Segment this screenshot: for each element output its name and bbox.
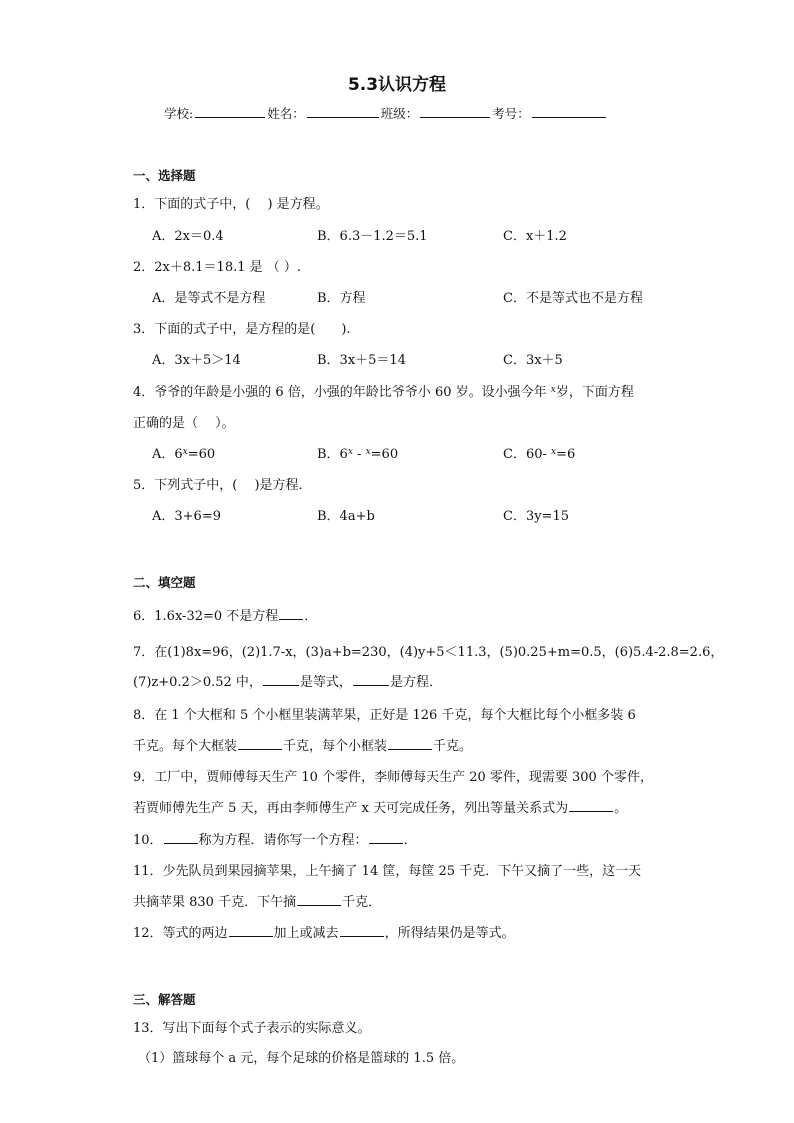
- class-label: 班级：: [380, 106, 419, 121]
- q7-part-b: 是等式，: [299, 675, 352, 690]
- q8-part-a: 千克。每个大框装: [133, 739, 238, 754]
- q4-a-var: x: [182, 447, 188, 457]
- q6-end: ．: [304, 609, 318, 624]
- q2-option-c[interactable]: C．不是等式也不是方程: [503, 291, 643, 306]
- q6-blank[interactable]: [279, 608, 303, 620]
- q4-stem-line2: 正确的是（ ）。: [133, 416, 235, 431]
- q4-a-part1: A．6: [152, 447, 183, 462]
- q5-option-c[interactable]: C．3y=15: [503, 509, 569, 524]
- q7-part-c: 是方程．: [389, 675, 442, 690]
- q10-end: ．: [403, 833, 417, 848]
- q13-sub1: （1）篮球每个 a 元，每个足球的价格是篮球的 1.5 倍。: [138, 1051, 465, 1066]
- q2-option-b[interactable]: B．方程: [317, 291, 366, 306]
- q2-stem: 2．2x＋8.1＝18.1 是 （ ）.: [133, 260, 302, 275]
- page-title: 5.3认识方程: [347, 75, 447, 95]
- q4-option-b[interactable]: [317, 443, 398, 462]
- q8-blank-1[interactable]: [238, 738, 282, 750]
- q8-line1: 8．在 1 个大框和 5 个小框里装满苹果，正好是 126 千克，每个大框比每个小框多装 6: [133, 708, 636, 723]
- q8-line2: [133, 735, 472, 754]
- q8-part-c: 千克。: [433, 739, 473, 754]
- q4-b-var2: x: [365, 447, 371, 457]
- q6-line: [133, 605, 317, 624]
- q5-option-a[interactable]: A．3+6=9: [152, 509, 221, 524]
- q9-part-b: 。: [614, 801, 628, 816]
- q3-option-c[interactable]: C．3x＋5: [503, 353, 563, 368]
- school-label: 学校:: [164, 106, 194, 121]
- q12-blank-2[interactable]: [340, 925, 384, 937]
- q9-part-a: 若贾师傅先生产 5 天，再由李师傅生产 x 天可完成任务，列出等量关系式为: [133, 801, 569, 816]
- section-fill-heading: 二、填空题: [133, 575, 196, 590]
- exam-no-blank[interactable]: [532, 105, 606, 118]
- q8-blank-2[interactable]: [388, 738, 432, 750]
- q4-b-var1: x: [347, 447, 353, 457]
- q6-text: 6．1.6x-32=0 不是方程: [133, 609, 279, 624]
- q1-option-b[interactable]: B．6.3－1.2＝5.1: [317, 229, 428, 244]
- q8-part-b: 千克，每个小框装: [283, 739, 388, 754]
- q12-part-b: 加上或减去: [273, 926, 339, 941]
- q11-part-b: 千克．: [342, 895, 382, 910]
- q3-option-a[interactable]: A．3x＋5＞14: [152, 353, 241, 368]
- q4-stem-line1: [133, 381, 634, 400]
- q10-number: 10．: [133, 833, 163, 848]
- q12-blank-1[interactable]: [229, 925, 273, 937]
- q3-option-b[interactable]: B．3x＋5＝14: [317, 353, 406, 368]
- class-blank[interactable]: [420, 105, 490, 118]
- student-info-line: [164, 104, 608, 122]
- q5-option-b[interactable]: B．4a+b: [317, 509, 375, 524]
- q11-part-a: 共摘苹果 830 千克．下午摘: [133, 895, 297, 910]
- q4-option-a[interactable]: [152, 443, 215, 462]
- q1-stem: 1．下面的式子中，( ) 是方程。: [133, 197, 329, 212]
- q10-part-b: 称为方程．请你写一个方程：: [198, 833, 368, 848]
- q9-line1: 9．工厂中，贾师傅每天生产 10 个零件，李师傅每天生产 20 零件，现需要 300 个零件，: [133, 770, 653, 785]
- q4-stem-part1: 4．爷爷的年龄是小强的 6 倍，小强的年龄比爷爷小 60 岁。设小强今年: [133, 385, 551, 400]
- q10-blank-2[interactable]: [369, 832, 403, 844]
- q10-blank-1[interactable]: [164, 832, 198, 844]
- q4-b-part1: B．6: [317, 447, 348, 462]
- name-blank[interactable]: [307, 105, 379, 118]
- q7-blank-2[interactable]: [353, 674, 389, 686]
- q12-part-c: ，所得结果仍是等式。: [384, 926, 515, 941]
- q4-stem-part2: 岁，下面方程: [555, 385, 634, 400]
- q4-option-c[interactable]: [503, 443, 575, 462]
- q5-stem: 5．下列式子中，( )是方程．: [133, 478, 312, 493]
- q7-line2: [133, 671, 442, 690]
- q4-c-part1: C．60-: [503, 447, 552, 462]
- q4-b-part2: -: [352, 447, 366, 462]
- q12-part-a: 12．等式的两边: [133, 926, 228, 941]
- q4-c-var: x: [551, 447, 557, 457]
- q11-line1: 11．少先队员到果园摘苹果，上午摘了 14 筐，每筐 25 千克．下午又摘了一些，这一天: [133, 864, 642, 879]
- q12-line: [133, 922, 515, 941]
- q1-option-a[interactable]: A．2x＝0.4: [152, 229, 224, 244]
- q4-var-x: x: [550, 385, 556, 395]
- q13-stem: 13．写出下面每个式子表示的实际意义。: [133, 1021, 371, 1036]
- q11-blank[interactable]: [297, 894, 341, 906]
- exam-no-label: 考号：: [492, 106, 530, 121]
- q9-blank[interactable]: [569, 800, 613, 812]
- q4-b-part3: =60: [370, 447, 399, 462]
- q1-option-c[interactable]: C．x＋1.2: [503, 229, 567, 244]
- q4-a-part2: =60: [187, 447, 216, 462]
- q11-line2: [133, 891, 381, 910]
- q3-stem: 3．下面的式子中，是方程的是( ).: [133, 322, 351, 337]
- section-answer-heading: 三、解答题: [133, 992, 196, 1007]
- section-choice-heading: 一、选择题: [133, 168, 196, 183]
- q7-blank-1[interactable]: [263, 674, 299, 686]
- q2-option-a[interactable]: A．是等式不是方程: [152, 291, 266, 306]
- school-blank[interactable]: [195, 105, 265, 118]
- q10-line: [133, 829, 417, 848]
- name-label: 姓名：: [267, 106, 305, 121]
- q7-part-a: (7)z+0.2＞0.52 中，: [133, 675, 262, 690]
- q4-c-part2: =6: [556, 447, 576, 462]
- q9-line2: [133, 797, 627, 816]
- q7-line1: 7．在(1)8x=96，(2)1.7-x，(3)a+b=230，(4)y+5＜11.3，(5)0.25+m=0.5，(6)5.4-2.8=2.6，: [133, 645, 724, 660]
